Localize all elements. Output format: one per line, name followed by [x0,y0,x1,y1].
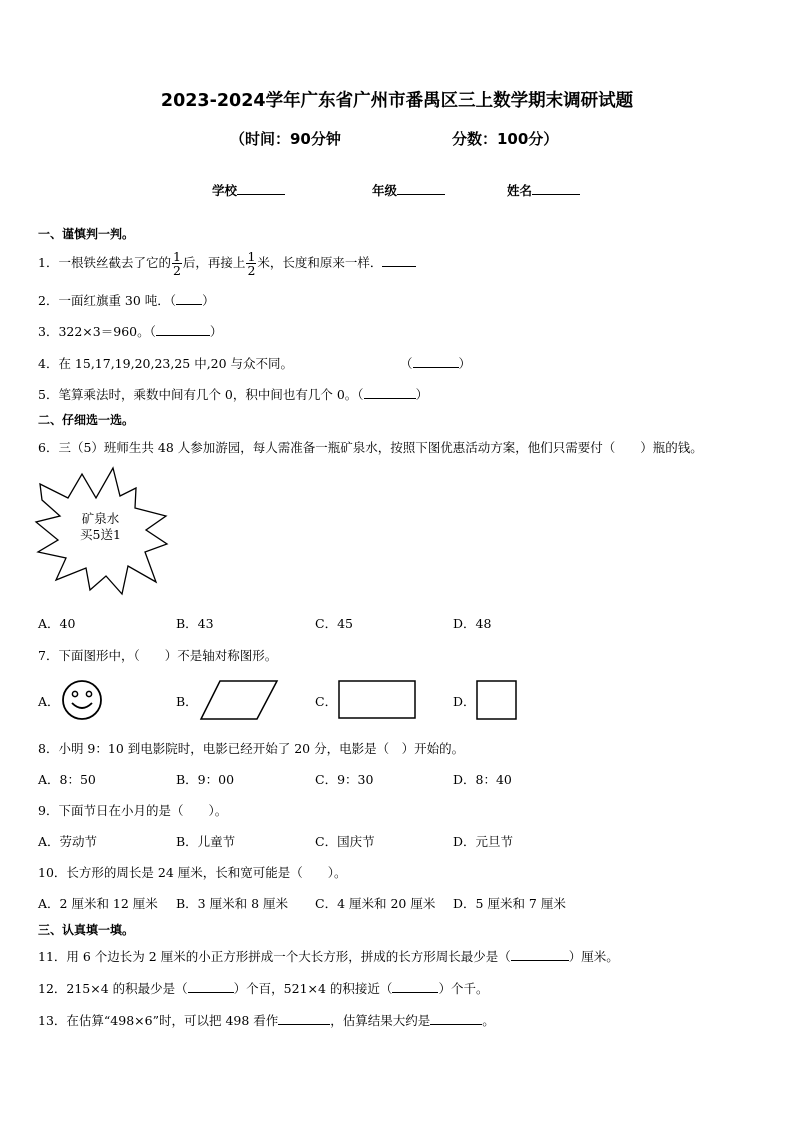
name-label: 姓名 [507,183,533,198]
q9-option-a[interactable]: A．劳动节 [38,834,98,849]
q9-option-d[interactable]: D．元旦节 [453,834,514,849]
q9-option-b[interactable]: B．儿童节 [176,834,236,849]
question-3: 3．322×3＝960。（ ） [38,324,223,339]
section-heading-1: 一、谨慎判一判。 [38,227,135,241]
question-4: 4．在 15,17,19,20,23,25 中,20 与众不同。 [38,356,294,371]
q12-answer-blank-2[interactable] [392,981,438,993]
question-5: 5．笔算乘法时，乘数中间有几个 0，积中间也有几个 0。（ ） [38,387,429,402]
school-field[interactable] [212,181,285,199]
q3-answer-blank[interactable] [156,324,210,336]
q1-answer-blank[interactable] [382,255,416,267]
promo-line-1: 矿泉水 [81,511,120,526]
q2-answer-blank[interactable] [176,293,202,305]
parallelogram-icon[interactable] [200,680,280,720]
q6-option-a[interactable]: A．40 [38,616,76,631]
q7-option-c-label[interactable]: C． [315,694,338,709]
q12-answer-blank-1[interactable] [188,981,234,993]
q8-option-c[interactable]: C．9：30 [315,772,374,787]
q7-option-b-label[interactable]: B． [176,694,198,709]
fraction-half-1: $\frac{1}{2}$ [172,249,181,278]
q7-option-a-label[interactable]: A． [38,694,60,709]
section-heading-3: 三、认真填一填。 [38,923,135,937]
square-icon[interactable] [476,680,518,721]
q1-text-c: 米，长度和原来一样． [257,255,383,270]
school-label: 学校 [212,183,238,198]
q8-option-d[interactable]: D．8：40 [453,772,512,787]
question-10: 10．长方形的周长是 24 厘米，长和宽可能是（ ）。 [38,865,347,880]
q5-answer-blank[interactable] [364,387,416,399]
question-2: 2．一面红旗重 30 吨．（ ） [38,293,215,308]
question-9: 9．下面节日在小月的是（ ）。 [38,803,228,818]
question-11: 11．用 6 个边长为 2 厘米的小正方形拼成一个大长方形，拼成的长方形周长最少是（ ）厘米。 [38,949,619,964]
q4-answer: （ ） [400,356,472,371]
question-6: 6．三（5）班师生共 48 人参加游园，每人需准备一瓶矿泉水，按照下图优惠活动方案，他们只需要付（ ）瓶的钱。 [38,440,703,455]
q11-answer-blank[interactable] [511,949,569,961]
question-7: 7．下面图形中，（ ）不是轴对称图形。 [38,648,278,663]
exam-score: 分数：100分） [452,130,559,148]
question-1 [38,250,416,277]
q10-option-a[interactable]: A．2 厘米和 12 厘米 [38,896,158,911]
grade-label: 年级 [372,183,398,198]
question-13: 13．在估算“498×6”时，可以把 498 看作 ，估算结果大约是 。 [38,1013,495,1028]
grade-field[interactable] [372,181,445,199]
q8-option-a[interactable]: A．8：50 [38,772,96,787]
q8-option-b[interactable]: B．9：00 [176,772,235,787]
q10-option-c[interactable]: C．4 厘米和 20 厘米 [315,896,436,911]
fraction-half-2: $\frac{1}{2}$ [247,249,256,278]
q6-option-c[interactable]: C．45 [315,616,353,631]
question-12: 12．215×4 的积最少是（ ）个百，521×4 的积接近（ ）个千。 [38,981,489,996]
question-8: 8．小明 9：10 到电影院时，电影已经开始了 20 分，电影是（ ）开始的。 [38,741,465,756]
promo-burst-text [80,511,121,543]
exam-time: （时间：90分钟 [230,130,341,148]
q13-answer-blank-2[interactable] [430,1013,482,1025]
promo-line-2: 买5送1 [80,527,121,542]
q1-text-a: 1．一根铁丝截去了它的 [38,255,171,270]
q6-option-d[interactable]: D．48 [453,616,492,631]
q6-option-b[interactable]: B．43 [176,616,214,631]
q9-option-c[interactable]: C．国庆节 [315,834,375,849]
q10-option-b[interactable]: B．3 厘米和 8 厘米 [176,896,289,911]
q7-option-d-label[interactable]: D． [453,694,476,709]
grade-blank[interactable] [397,182,445,195]
school-blank[interactable] [237,182,285,195]
name-field[interactable] [507,181,580,199]
q10-option-d[interactable]: D．5 厘米和 7 厘米 [453,896,566,911]
q1-text-b: 后，再接上 [182,255,246,270]
rectangle-icon[interactable] [338,680,418,720]
section-heading-2: 二、仔细选一选。 [38,413,135,427]
q4-answer-blank[interactable] [413,356,459,368]
page-title: 2023-2024学年广东省广州市番禺区三上数学期末调研试题 [160,91,634,111]
q13-answer-blank-1[interactable] [278,1013,330,1025]
name-blank[interactable] [532,182,580,195]
smiley-face-icon[interactable] [61,679,103,721]
